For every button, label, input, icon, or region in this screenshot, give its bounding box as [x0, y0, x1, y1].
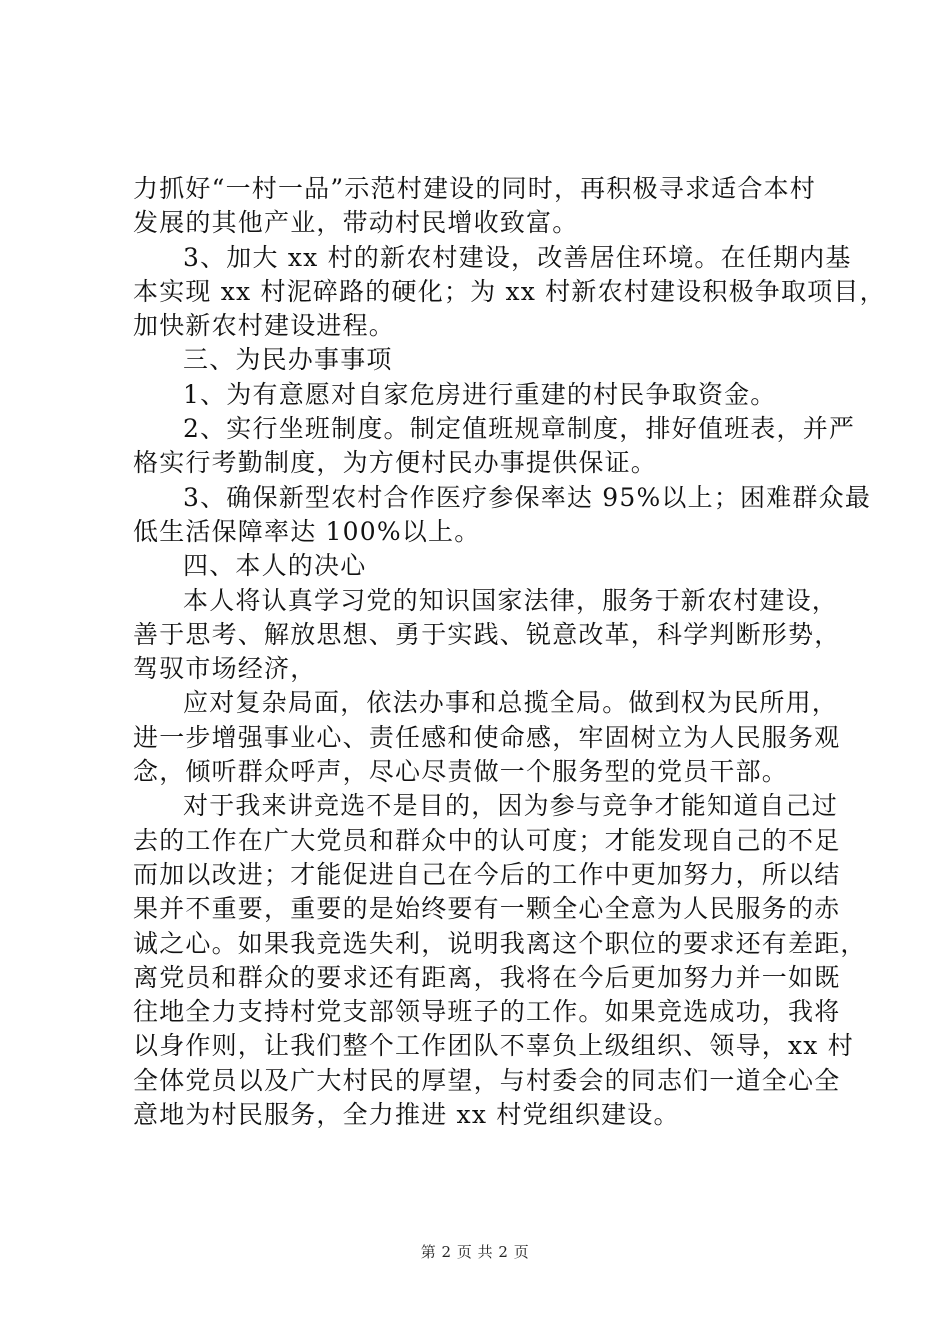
text-line: 2、实行坐班制度。制定值班规章制度，排好值班表，并严 — [183, 414, 856, 444]
section-heading: 四、本人的决心 — [183, 551, 367, 581]
text-line: 3、确保新型农村合作医疗参保率达 95%以上；困难群众最 — [183, 482, 872, 512]
text-line: 去的工作在广大党员和群众中的认可度；才能发现自己的不足 — [133, 825, 841, 855]
text-line: 加快新农村建设进程。 — [133, 311, 396, 341]
text-line: 驾驭市场经济， — [133, 654, 317, 684]
text-line: 意地为村民服务，全力推进 xx 村党组织建设。 — [133, 1100, 680, 1130]
section-heading: 三、为民办事事项 — [183, 345, 393, 375]
text-line: 本人将认真学习党的知识国家法律，服务于新农村建设， — [183, 585, 839, 615]
text-line: 1、为有意愿对自家危房进行重建的村民争取资金。 — [183, 379, 777, 409]
text-line: 往地全力支持村党支部领导班子的工作。如果竞选成功，我将 — [133, 997, 841, 1027]
page-number-footer: 第 2 页 共 2 页 — [420, 1243, 530, 1261]
text-line: 念，倾听群众呼声，尽心尽责做一个服务型的党员干部。 — [133, 757, 789, 787]
text-line: 而加以改进；才能促进自己在今后的工作中更加努力，所以结 — [133, 859, 841, 889]
text-line: 应对复杂局面，依法办事和总揽全局。做到权为民所用， — [183, 688, 839, 718]
text-line: 果并不重要，重要的是始终要有一颗全心全意为人民服务的赤 — [133, 894, 841, 924]
text-line: 诚之心。如果我竞选失利，说明我离这个职位的要求还有差距， — [133, 928, 867, 958]
text-line: 进一步增强事业心、责任感和使命感，牢固树立为人民服务观 — [133, 722, 841, 752]
text-line: 全体党员以及广大村民的厚望，与村委会的同志们一道全心全 — [133, 1065, 841, 1095]
text-line: 低生活保障率达 100%以上。 — [133, 516, 481, 546]
text-line: 格实行考勤制度，为方便村民办事提供保证。 — [133, 448, 658, 478]
text-line: 3、加大 xx 村的新农村建设，改善居住环境。在任期内基 — [183, 242, 852, 272]
text-line: 以身作则，让我们整个工作团队不辜负上级组织、领导，xx 村 — [133, 1031, 854, 1061]
text-line: 力抓好“一村一品”示范村建设的同时，再积极寻求适合本村 — [133, 174, 816, 203]
document-body — [133, 172, 886, 1132]
text-line: 善于思考、解放思想、勇于实践、锐意改革，科学判断形势， — [133, 619, 841, 649]
text-line: 离党员和群众的要求还有距离，我将在今后更加努力并一如既 — [133, 962, 841, 992]
text-line: 对于我来讲竞选不是目的，因为参与竞争才能知道自己过 — [183, 791, 839, 821]
text-line: 发展的其他产业，带动村民增收致富。 — [133, 208, 579, 238]
text-line: 本实现 xx 村泥碎路的硬化；为 xx 村新农村建设积极争取项目， — [133, 276, 886, 306]
